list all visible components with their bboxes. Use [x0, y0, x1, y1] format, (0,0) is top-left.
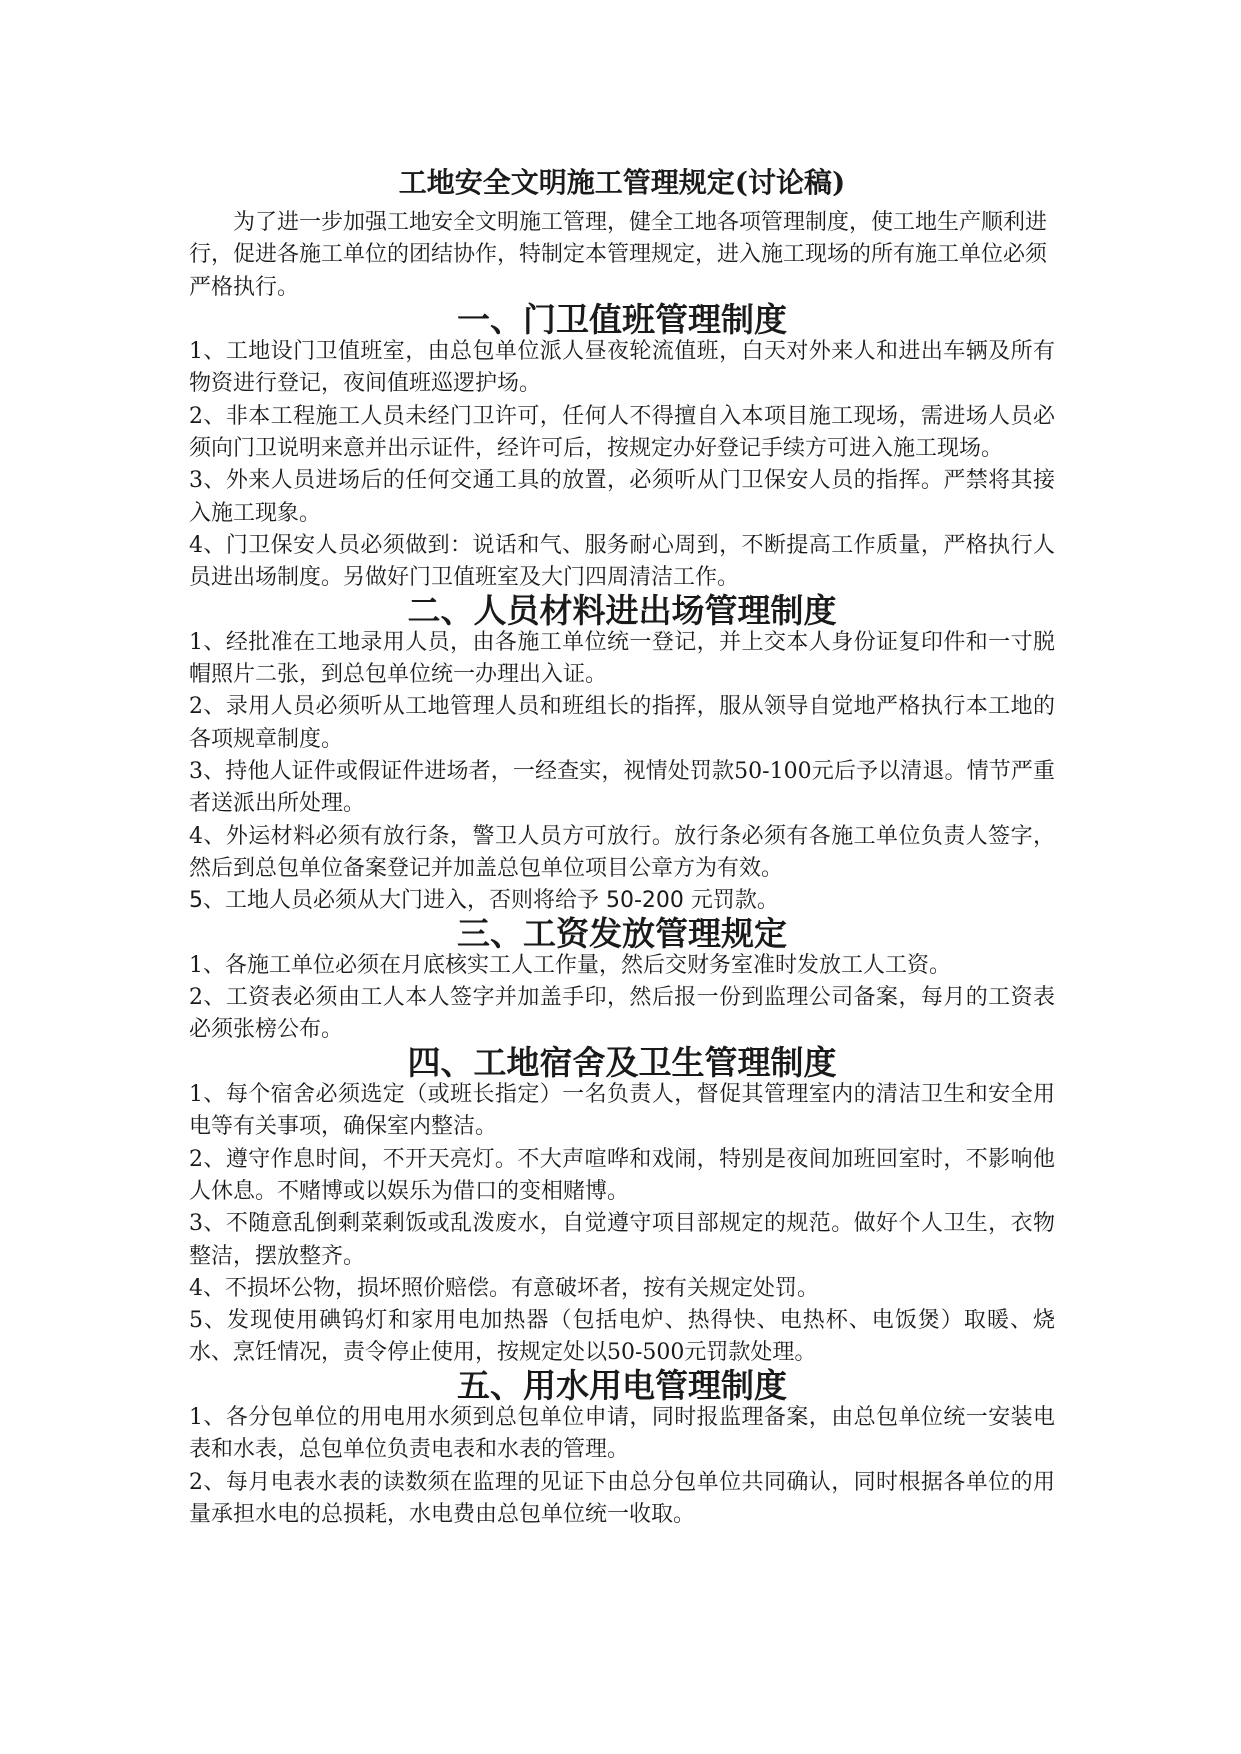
list-item: 4、不损坏公物，损坏照价赔偿。有意破坏者，按有关规定处罚。: [189, 1275, 819, 1301]
list-item: 4、外运材料必须有放行条，警卫人员方可放行。放行条必须有各施工单位负责人签字，然后到总包单位备案登记并加盖总包单位项目公章方为有效。: [189, 823, 1055, 881]
list-item: 2、遵守作息时间，不开天亮灯。不大声喧哗和戏闹，特别是夜间加班回室时，不影响他人休息。不赌博或以娱乐为借口的变相赌博。: [189, 1146, 1055, 1204]
section-heading-gate-duty: 一、门卫值班管理制度: [457, 299, 787, 339]
list-item: 5、发现使用碘钨灯和家用电加热器（包括电炉、热得快、电热杯、电饭煲）取暖、烧水、烹饪情况，责令停止使用，按规定处以50-500元罚款处理。: [189, 1308, 1055, 1366]
list-item: 2、每月电表水表的读数须在监理的见证下由总分包单位共同确认，同时根据各单位的用量承担水电的总损耗，水电费由总包单位统一收取。: [189, 1469, 1055, 1527]
section-heading-wage-payment: 三、工资发放管理规定: [457, 913, 787, 953]
list-item: 1、各施工单位必须在月底核实工人工作量，然后交财务室准时发放工人工资。: [189, 952, 951, 978]
section-heading-dormitory-hygiene: 四、工地宿舍及卫生管理制度: [407, 1042, 837, 1082]
list-item: 4、门卫保安人员必须做到：说话和气、服务耐心周到，不断提高工作质量，严格执行人员进出场制度。另做好门卫值班室及大门四周清洁工作。: [189, 532, 1055, 591]
section-heading-personnel-materials: 二、人员材料进出场管理制度: [407, 590, 837, 630]
list-item: 1、工地设门卫值班室，由总包单位派人昼夜轮流值班，白天对外来人和进出车辆及所有物资进行登记，夜间值班巡逻护场。: [189, 339, 1055, 397]
list-item: 5、工地人员必须从大门进入，否则将给予 50-200 元罚款。: [189, 888, 779, 914]
intro-paragraph: 为了进一步加强工地安全文明施工管理，健全工地各项管理制度，使工地生产顺利进行，促进各施工单位的团结协作，特制定本管理规定，进入施工现场的所有施工单位必须严格执行。: [189, 210, 1048, 300]
list-item: 2、非本工程施工人员未经门卫许可，任何人不得擅自入本项目施工现场，需进场人员必须向门卫说明来意并出示证件，经许可后，按规定办好登记手续方可进入施工现场。: [189, 403, 1055, 462]
section-heading-water-electricity: 五、用水用电管理制度: [457, 1365, 787, 1405]
list-item: 2、工资表必须由工人本人签字并加盖手印，然后报一份到监理公司备案，每月的工资表必须张榜公布。: [189, 985, 1055, 1043]
list-item: 1、经批准在工地录用人员，由各施工单位统一登记，并上交本人身份证复印件和一寸脱帽照片二张，到总包单位统一办理出入证。: [189, 629, 1055, 688]
list-item: 3、外来人员进场后的任何交通工具的放置，必须听从门卫保安人员的指挥。严禁将其接入施工现象。: [189, 468, 1055, 526]
list-item: 3、持他人证件或假证件进场者，一经查实，视情处罚款50-100元后予以清退。情节严重者送派出所处理。: [189, 759, 1055, 817]
document-title: 工地安全文明施工管理规定(讨论稿): [398, 166, 846, 199]
list-item: 3、不随意乱倒剩菜剩饭或乱泼废水，自觉遵守项目部规定的规范。做好个人卫生，衣物整洁，摆放整齐。: [189, 1211, 1055, 1269]
list-item: 1、每个宿舍必须选定（或班长指定）一名负责人，督促其管理室内的清洁卫生和安全用电等有关事项，确保室内整洁。: [189, 1082, 1055, 1140]
document-page: [189, 163, 1055, 1531]
list-item: 2、录用人员必须听从工地管理人员和班组长的指挥，服从领导自觉地严格执行本工地的各项规章制度。: [189, 694, 1055, 752]
list-item: 1、各分包单位的用电用水须到总包单位申请，同时报监理备案，由总包单位统一安装电表和水表，总包单位负责电表和水表的管理。: [189, 1404, 1055, 1463]
